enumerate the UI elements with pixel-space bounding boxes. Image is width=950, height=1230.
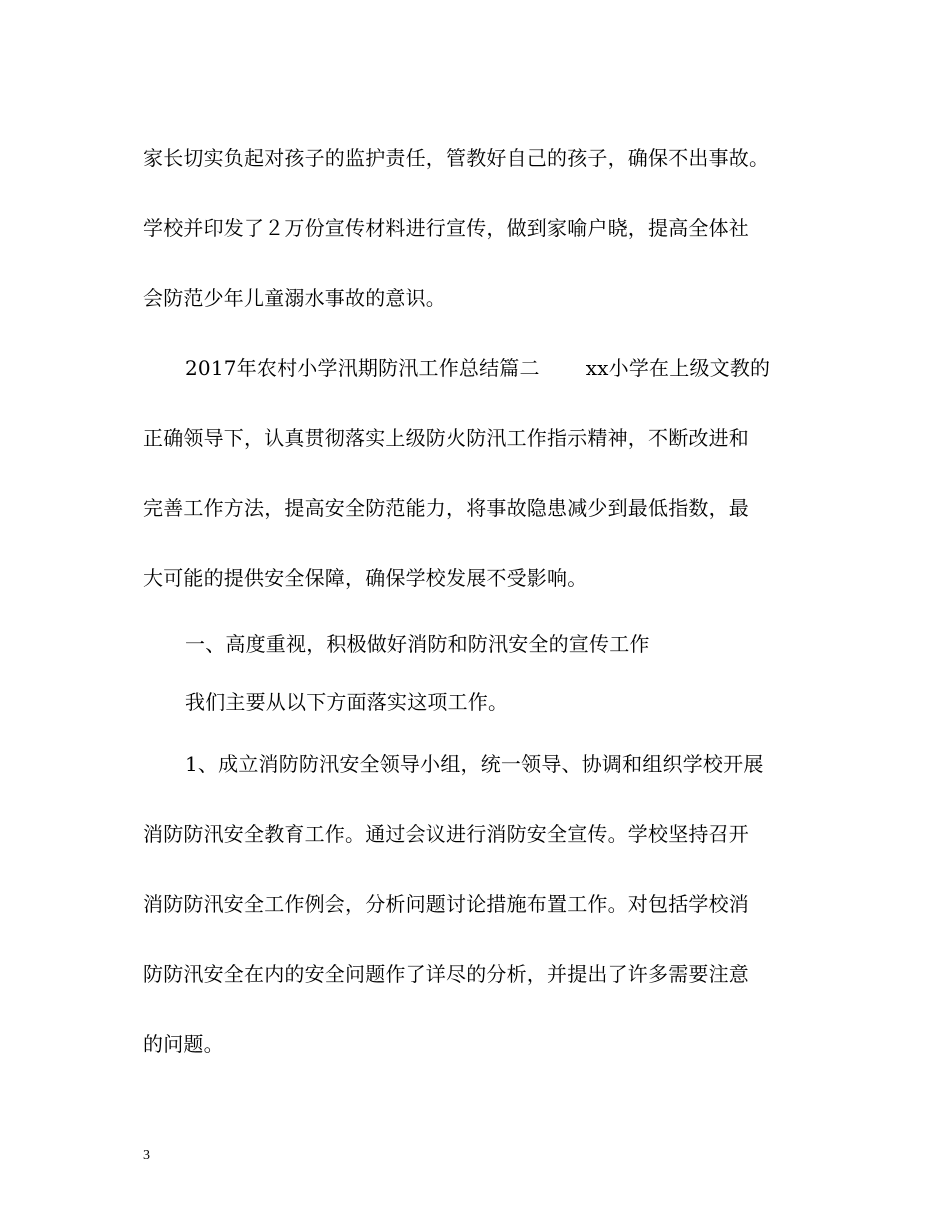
text-line: 消防防汛安全教育工作。通过会议进行消防安全宣传。学校坚持召开 [143, 822, 749, 846]
section-heading-line [185, 356, 770, 380]
text-line: 的问题。 [143, 1032, 224, 1056]
page-number: 3 [143, 1148, 150, 1163]
text-line: 正确领导下，认真贯彻落实上级防火防汛工作指示精神，不断改进和 [143, 426, 749, 450]
text-line: 大可能的提供安全保障，确保学校发展不受影响。 [143, 566, 588, 590]
heading-continuation: xx小学在上级文教的 [585, 356, 771, 380]
text-line: 学校并印发了２万份宣传材料进行宣传，做到家喻户晓，提高全体社 [143, 216, 749, 240]
subheading: 一、高度重视，积极做好消防和防汛安全的宣传工作 [185, 632, 650, 656]
text-line: 我们主要从以下方面落实这项工作。 [185, 690, 509, 714]
text-line: 防防汛安全在内的安全问题作了详尽的分析，并提出了许多需要注意 [143, 962, 749, 986]
text-line: 完善工作方法，提高安全防范能力，将事故隐患减少到最低指数，最 [143, 496, 749, 520]
text-line: 家长切实负起对孩子的监护责任，管教好自己的孩子，确保不出事故。 [143, 146, 770, 170]
section-heading: 2017年农村小学汛期防汛工作总结篇二 [185, 356, 540, 380]
list-item-1: 1、成立消防防汛安全领导小组，统一领导、协调和组织学校开展 [185, 752, 764, 776]
text-line: 会防范少年儿童溺水事故的意识。 [143, 286, 446, 310]
text-line: 消防防汛安全工作例会，分析问题讨论措施布置工作。对包括学校消 [143, 892, 749, 916]
